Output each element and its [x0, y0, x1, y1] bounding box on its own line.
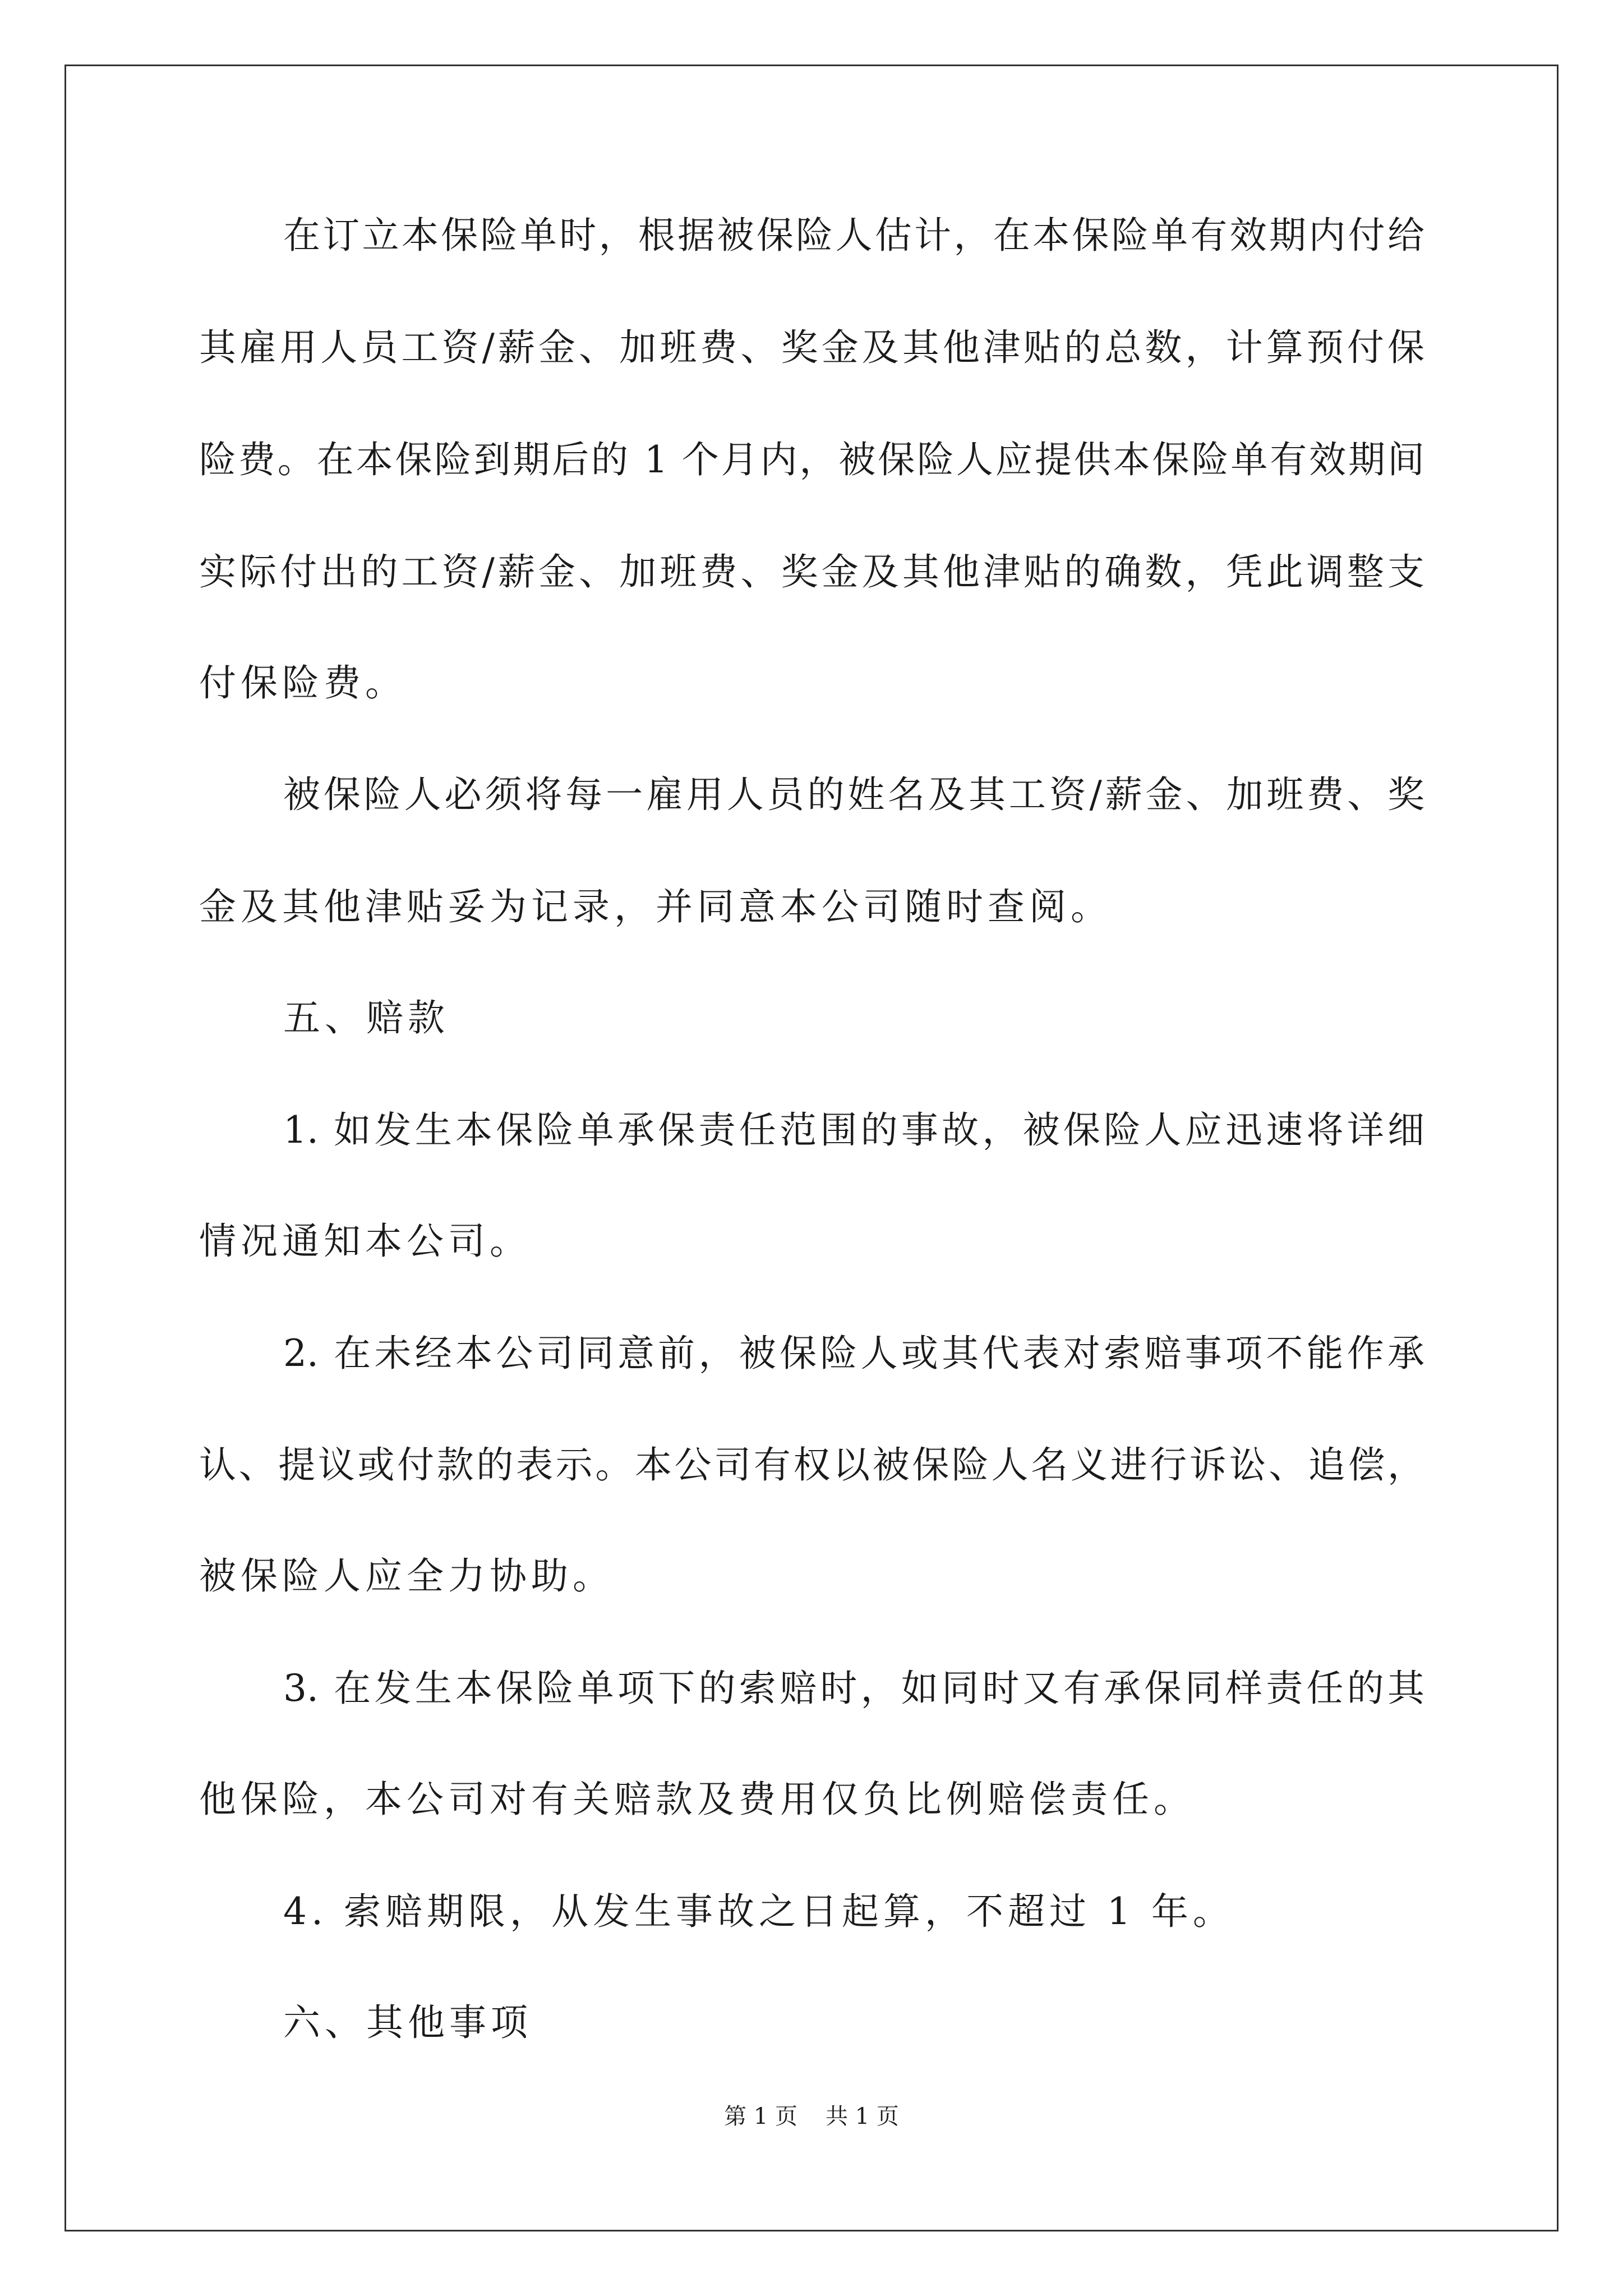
text-line: 被保险人必须将每一雇用人员的姓名及其工资/薪金、加班费、奖: [283, 773, 1424, 816]
text-line: 他保险，本公司对有关赔款及费用仅负比例赔偿责任。: [199, 1778, 1195, 1821]
text-line: 2. 在未经本公司同意前，被保险人或其代表对索赔事项不能作承: [283, 1332, 1424, 1375]
text-line: 3. 在发生本保险单项下的索赔时，如同时又有承保同样责任的其: [283, 1667, 1424, 1710]
text-line: 认、提议或付款的表示。本公司有权以被保险人名义进行诉讼、追偿，: [199, 1443, 1424, 1487]
text-line: 险费。在本保险到期后的 1 个月内，被保险人应提供本保险单有效期间: [199, 438, 1424, 481]
page-number: 第 1 页: [724, 2104, 797, 2129]
page-footer: [0, 2102, 1623, 2131]
text-line: 实际付出的工资/薪金、加班费、奖金及其他津贴的确数，凭此调整支: [199, 550, 1424, 593]
section-heading: 六、其他事项: [283, 2001, 532, 2044]
text-line: 付保险费。: [199, 661, 407, 705]
section-heading: 五、赔款: [283, 996, 449, 1039]
text-line: 4. 索赔期限，从发生事故之日起算，不超过 1 年。: [283, 1890, 1234, 1933]
text-line: 其雇用人员工资/薪金、加班费、奖金及其他津贴的总数，计算预付保: [199, 326, 1424, 369]
page-total: 共 1 页: [826, 2104, 899, 2129]
text-line: 金及其他津贴妥为记录，并同意本公司随时查阅。: [199, 885, 1112, 928]
text-line: 情况通知本公司。: [199, 1220, 531, 1263]
text-line: 被保险人应全力协助。: [199, 1554, 614, 1598]
text-line: 1. 如发生本保险单承保责任范围的事故，被保险人应迅速将详细: [283, 1108, 1424, 1152]
text-line: 在订立本保险单时，根据被保险人估计，在本保险单有效期内付给: [283, 214, 1424, 257]
